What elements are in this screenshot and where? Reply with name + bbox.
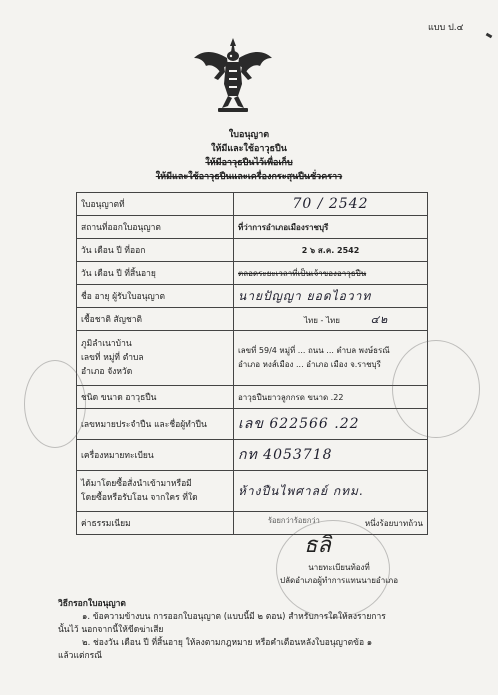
label-permit-number: ใบอนุญาตที่ (77, 193, 234, 216)
permit-titles (0, 128, 498, 184)
form-row (77, 471, 428, 512)
title-possess-keep: ให้มีอาวุธปืนไว้เพื่อเก็บ (205, 158, 293, 168)
title-temporary: ให้มีและใช้อาวุธปืนและเครื่องกระสุนปืนชั่วคราว (155, 172, 343, 182)
form-row (77, 386, 428, 409)
instructions (58, 598, 458, 663)
label-holder-name: ชื่อ อายุ ผู้รับใบอนุญาต (77, 285, 234, 308)
label-serial-number: เลขหมายประจำปืน และชื่อผู้ทำปืน (77, 409, 234, 440)
instructions-heading: วิธีกรอกใบอนุญาต (58, 599, 126, 609)
official-seal-left (24, 360, 86, 448)
value-acquired-from: ห้างปืนไพศาลย์ กทม. (234, 471, 428, 512)
form-row (77, 285, 428, 308)
permit-form-table (76, 192, 428, 535)
value-permit-number: 70 / 2542 (234, 193, 428, 216)
label-issue-date: วัน เดือน ปี ที่ออก (77, 239, 234, 262)
form-code: แบบ ป.๔ (428, 23, 464, 33)
label-expiry-date: วัน เดือน ปี ที่สิ้นอายุ (77, 262, 234, 285)
value-age: ๔๒ (370, 313, 389, 326)
form-row (77, 308, 428, 331)
label-nationality: เชื้อชาติ สัญชาติ (77, 308, 234, 331)
value-fee: หนึ่งร้อยบาทถ้วน (234, 512, 428, 535)
value-issue-place: ที่ว่าการอำเภอเมืองราชบุรี (234, 216, 428, 239)
value-address: เลขที่ 59/4 หมู่ที่ ... ถนน ... ตำบล พงษ์ธรณี อำเภอ หงส์เมือง ... อำเภอ เมือง จ.ราชบุรี (234, 331, 428, 386)
value-nationality: ไทย - ไทย ๔๒ (234, 308, 428, 331)
instruction-1-cont: นั้นไว้ นอกจากนี้ให้ขีดฆ่าเสีย (58, 625, 164, 635)
form-row (77, 216, 428, 239)
label-issue-place: สถานที่ออกใบอนุญาต (77, 216, 234, 239)
label-gun-type: ชนิด ขนาด อาวุธปืน (77, 386, 234, 409)
instruction-1: ๑. ข้อความข้างบน การออกใบอนุญาต (แบบนี้มี ๒ ตอน) สำหรับการใดให้ลงรายการ (82, 612, 386, 622)
registrar-signature: ธลิ (304, 533, 331, 558)
label-registration-mark: เครื่องหมายทะเบียน (77, 440, 234, 471)
value-gun-type: อาวุธปืนยาวลูกกรด ขนาด .22 (234, 386, 428, 409)
form-row (77, 239, 428, 262)
official-seal-right (392, 340, 480, 438)
title-permit: ใบอนุญาต (228, 130, 270, 140)
corner-mark (486, 33, 493, 39)
value-serial-number: เลข 622566 .22 (234, 409, 428, 440)
title-possess-use: ให้มีและใช้อาวุธปืน (211, 144, 287, 154)
value-issue-date: 2 ๖ ส.ค. 2542 (234, 239, 428, 262)
form-row (77, 409, 428, 440)
instruction-2-cont: แล้วแต่กรณี (58, 651, 103, 661)
label-fee: ค่าธรรมเนียม (77, 512, 234, 535)
signature-block (268, 515, 408, 595)
garuda-emblem-icon (192, 36, 274, 116)
registrar-title: นายทะเบียนท้องที่ ปลัดอำเภอผู้ทำการแทนนายอำเภอ (279, 563, 399, 585)
signature-above-text: ร้อยกว่าร้อยกว่า (268, 516, 320, 525)
value-registration-mark: กท 4053718 (234, 440, 428, 471)
form-row (77, 193, 428, 216)
value-expiry-date: ตลอดระยะเวลาที่เป็นเจ้าของอาวุธปืน (234, 262, 428, 285)
label-address: ภูมิลำเนาบ้าน เลขที่ หมู่ที่ ตำบล อำเภอ จังหวัด (77, 331, 234, 386)
value-holder-name: นายปัญญา ยอดไอวาท (234, 285, 428, 308)
form-row (77, 331, 428, 386)
form-row (77, 262, 428, 285)
instruction-2: ๒. ช่องวัน เดือน ปี ที่สิ้นอายุ ให้ลงตามกฎหมาย หรือคำเตือนหลังใบอนุญาตข้อ ๑ (82, 638, 373, 648)
label-acquired-from: ได้มาโดยซื้อสั่งนำเข้ามาหรือมี โดยซื้อหรือรับโอน จากใคร ที่ใด (77, 471, 234, 512)
form-row (77, 440, 428, 471)
